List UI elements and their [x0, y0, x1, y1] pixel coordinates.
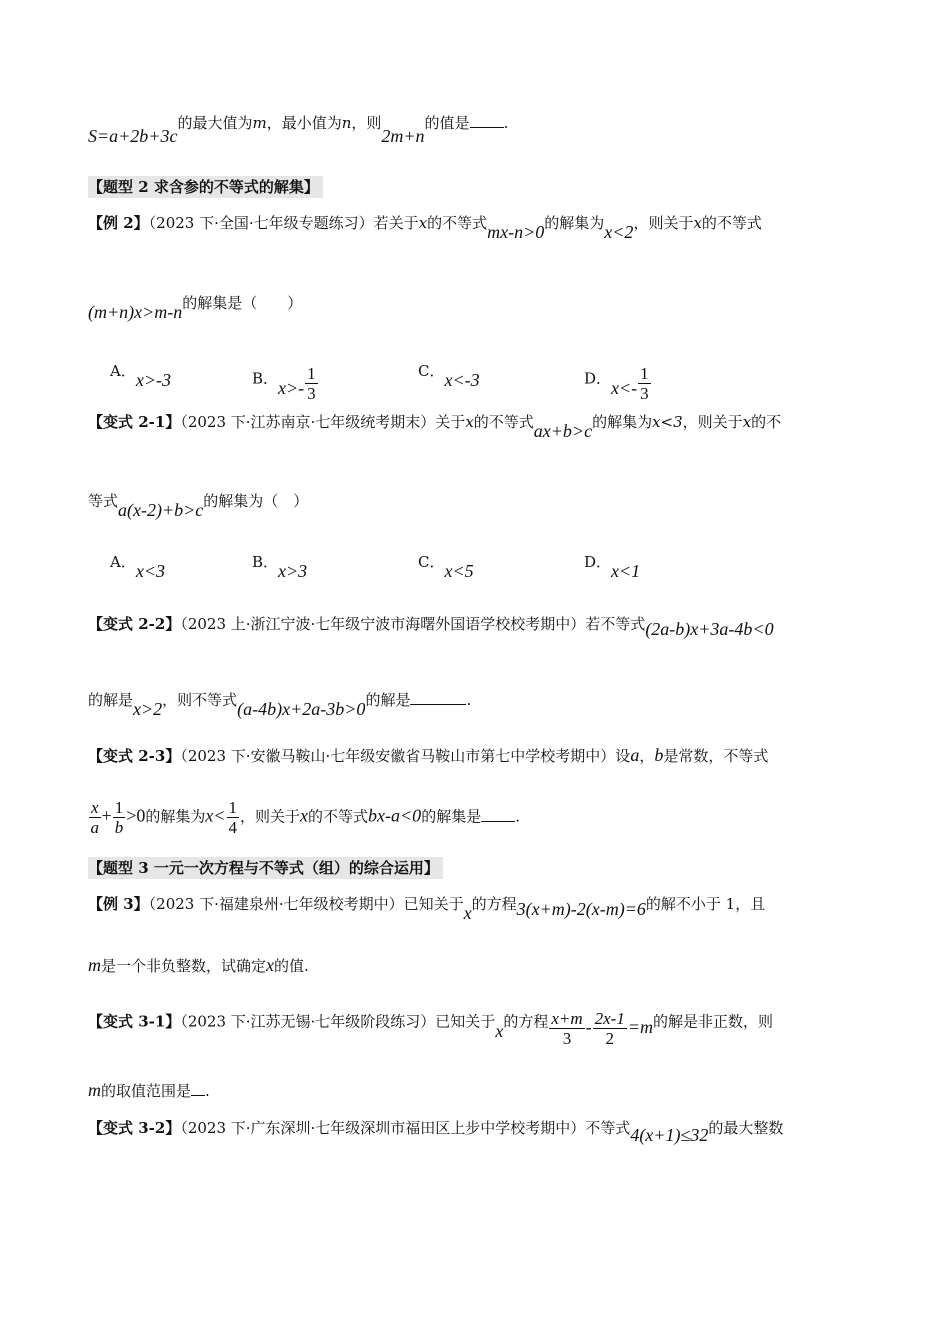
example-tag: 【例 3】	[88, 895, 149, 913]
variant-3-2-line-1	[88, 1117, 862, 1145]
text: ，则	[351, 114, 382, 132]
var-x: x	[300, 805, 309, 826]
option-label: B．	[252, 553, 279, 571]
line-s-expression	[88, 114, 862, 146]
math-2a-b: (2a-b)x+3a-4b<0	[645, 619, 774, 639]
option-a[interactable]	[110, 360, 171, 390]
fraction	[305, 364, 318, 403]
math-s-expression: S=a+2b+3c	[88, 126, 178, 146]
text: 的解集为	[145, 807, 206, 826]
section-heading-2: 【题型 2 求含参的不等式的解集】	[88, 176, 323, 198]
fraction-num: x+m	[551, 1009, 583, 1028]
var-a: a	[630, 745, 640, 765]
text: 的解集是	[421, 807, 482, 826]
example-3-line-2	[88, 955, 862, 976]
text: 的方程	[503, 1012, 549, 1031]
text: ，则关于	[240, 807, 301, 826]
source-text: （2023 上·浙江宁波·七年级宁波市海曙外国语学校校考期中）若不等式	[180, 615, 646, 633]
fraction-num: 2x-1	[594, 1009, 625, 1028]
var-x: x	[495, 1020, 504, 1041]
var-n: n	[341, 114, 352, 132]
math: =m	[627, 1016, 653, 1037]
variant-tag: 【变式 2-2】	[88, 615, 181, 633]
text: 的解集是（ ）	[182, 294, 303, 312]
variant-2-3-line-1	[88, 745, 862, 766]
source-text: （2023 下·安徽马鞍山·七年级安徽省马鞍山市第七中学校考期中）设	[180, 747, 631, 765]
source-text: （2023 下·江苏无锡·七年级阶段练习）已知关于	[180, 1012, 496, 1031]
math: x<	[205, 805, 226, 826]
answer-blank	[191, 1081, 205, 1096]
option-label: A．	[110, 362, 136, 380]
option-a[interactable]	[110, 551, 165, 581]
text: 的最大整数	[708, 1119, 784, 1137]
text: .	[503, 114, 509, 132]
var-x: x	[418, 214, 428, 232]
text: 的不等式	[473, 413, 534, 431]
answer-blank	[481, 807, 515, 822]
math-mx-n: mx-n>0	[487, 222, 545, 242]
option-expr: x<-	[611, 377, 638, 398]
fraction-num: 1	[307, 364, 316, 383]
var-x: x	[693, 214, 702, 232]
answer-blank	[470, 113, 504, 128]
text: ，则关于	[682, 413, 743, 431]
plus: +	[101, 805, 112, 826]
text: .	[466, 691, 472, 709]
text: 是常数，不等式	[663, 747, 769, 765]
variant-3-1-line-2	[88, 1080, 862, 1101]
text: 的解是非正数，则	[653, 1012, 774, 1031]
option-d[interactable]	[584, 551, 641, 581]
text: .	[205, 1082, 210, 1100]
text: ，最小值为	[266, 114, 342, 132]
text: 的不等式	[701, 214, 762, 232]
var-x: x	[463, 903, 472, 923]
fraction-1-over-4	[227, 798, 240, 837]
math-2m-plus-n: 2m+n	[381, 126, 425, 146]
math-a-x-2: a(x-2)+b>c	[118, 500, 204, 520]
fraction-2x-1-over-2	[593, 1009, 627, 1048]
fraction-den: 3	[307, 384, 316, 403]
variant-2-2-line-2	[88, 689, 862, 719]
text: ，则不等式	[162, 691, 238, 709]
fraction-den: 2	[605, 1029, 614, 1048]
math: >0	[126, 805, 146, 826]
math-ax-b-c: ax+b>c	[533, 421, 593, 441]
option-b[interactable]	[252, 360, 319, 403]
answer-blank	[410, 690, 466, 705]
var-x: x	[465, 413, 474, 431]
fraction-den: b	[114, 818, 124, 837]
math-x-gt-2: x>2	[133, 699, 163, 719]
example-3-line-1	[88, 893, 862, 923]
fraction-x-over-a	[89, 798, 101, 837]
var-x: x	[266, 955, 275, 975]
math-bx-a: bx-a<0	[368, 805, 422, 826]
option-label: A．	[110, 553, 136, 571]
fraction-1-over-b	[113, 798, 126, 837]
option-expr: x<-3	[444, 370, 480, 390]
text: 的方程	[471, 895, 517, 913]
fraction-x-plus-m-over-3	[549, 1009, 584, 1048]
text: 的解集为	[544, 214, 605, 232]
variant-2-1-line-2	[88, 490, 862, 520]
source-text: （2023 下·福建泉州·七年级校考期中）已知关于	[148, 895, 464, 913]
fraction-num: 1	[114, 798, 124, 817]
option-expr: x<5	[444, 561, 474, 581]
option-expr: x<3	[135, 561, 165, 581]
text: 等式	[88, 492, 119, 510]
math-equation: 3(x+m)-2(x-m)=6	[516, 899, 646, 919]
option-expr: x<1	[611, 561, 641, 581]
text: 的最大值为	[177, 114, 253, 132]
var-m: m	[88, 1080, 101, 1100]
variant-tag: 【变式 2-1】	[88, 413, 181, 431]
text: .	[515, 807, 520, 826]
text: 的取值范围是	[101, 1082, 192, 1100]
example-2-line-2	[88, 292, 862, 322]
source-text: （2023 下·全国·七年级专题练习）若关于	[148, 214, 419, 232]
option-c[interactable]	[418, 551, 474, 581]
math-x-lt-2: x<2	[604, 222, 634, 242]
text: 的解是	[365, 691, 411, 709]
text: 的解是	[88, 691, 134, 709]
option-expr: x>-3	[135, 370, 171, 390]
text: 的不等式	[308, 807, 369, 826]
condition: x<3	[652, 413, 683, 431]
example-2-line-1	[88, 212, 862, 242]
text: ，	[639, 747, 655, 765]
math-a-4b: (a-4b)x+2a-3b>0	[237, 699, 366, 719]
text: ，则关于	[633, 214, 694, 232]
example-tag: 【例 2】	[88, 214, 149, 232]
math-4-x-plus-1: 4(x+1)≤32	[630, 1125, 709, 1145]
source-text: （2023 下·广东深圳·七年级深圳市福田区上步中学校考期中）不等式	[180, 1119, 631, 1137]
math-m-plus-n-x: (m+n)x>m-n	[88, 302, 183, 322]
text: 的解集为（ ）	[203, 492, 309, 510]
text: 的值是	[424, 114, 470, 132]
variant-2-3-line-2	[88, 798, 862, 837]
text: 的值.	[274, 957, 309, 975]
var-m: m	[252, 114, 267, 132]
option-expr: x>-	[278, 377, 305, 398]
text: 的解不小于 1，且	[645, 895, 766, 913]
text: 的不	[751, 413, 782, 431]
minus: -	[585, 1016, 592, 1037]
option-c[interactable]	[418, 360, 480, 390]
section-heading-3: 【题型 3 一元一次方程与不等式（组）的综合运用】	[88, 857, 443, 879]
variant-tag: 【变式 2-3】	[88, 747, 181, 765]
option-expr: x>3	[278, 561, 308, 581]
option-label: C．	[418, 362, 445, 380]
option-label: D．	[584, 553, 612, 571]
source-text: （2023 下·江苏南京·七年级统考期末）关于	[180, 413, 466, 431]
fraction-den: a	[90, 818, 100, 837]
option-label: C．	[418, 553, 445, 571]
option-d[interactable]	[584, 360, 652, 403]
variant-tag: 【变式 3-1】	[88, 1012, 181, 1031]
text: 是一个非负整数，试确定	[101, 957, 267, 975]
fraction-den: 3	[640, 384, 649, 403]
fraction-den: 4	[228, 818, 238, 837]
option-label: B．	[252, 369, 279, 388]
variant-3-1-line-1	[88, 1003, 862, 1048]
text: 的不等式	[427, 214, 488, 232]
variant-2-2-line-1	[88, 613, 862, 639]
variant-tag: 【变式 3-2】	[88, 1119, 181, 1137]
variant-2-1-line-1	[88, 411, 862, 441]
option-label: D．	[584, 369, 612, 388]
fraction	[638, 364, 651, 403]
text: 的解集为	[592, 413, 653, 431]
var-x: x	[742, 413, 752, 431]
fraction-num: 1	[228, 798, 238, 817]
option-b[interactable]	[252, 551, 308, 581]
fraction-num: 1	[640, 364, 649, 383]
var-m: m	[88, 955, 101, 975]
fraction-num: x	[91, 798, 99, 817]
var-b: b	[654, 745, 664, 765]
fraction-den: 3	[562, 1029, 572, 1048]
